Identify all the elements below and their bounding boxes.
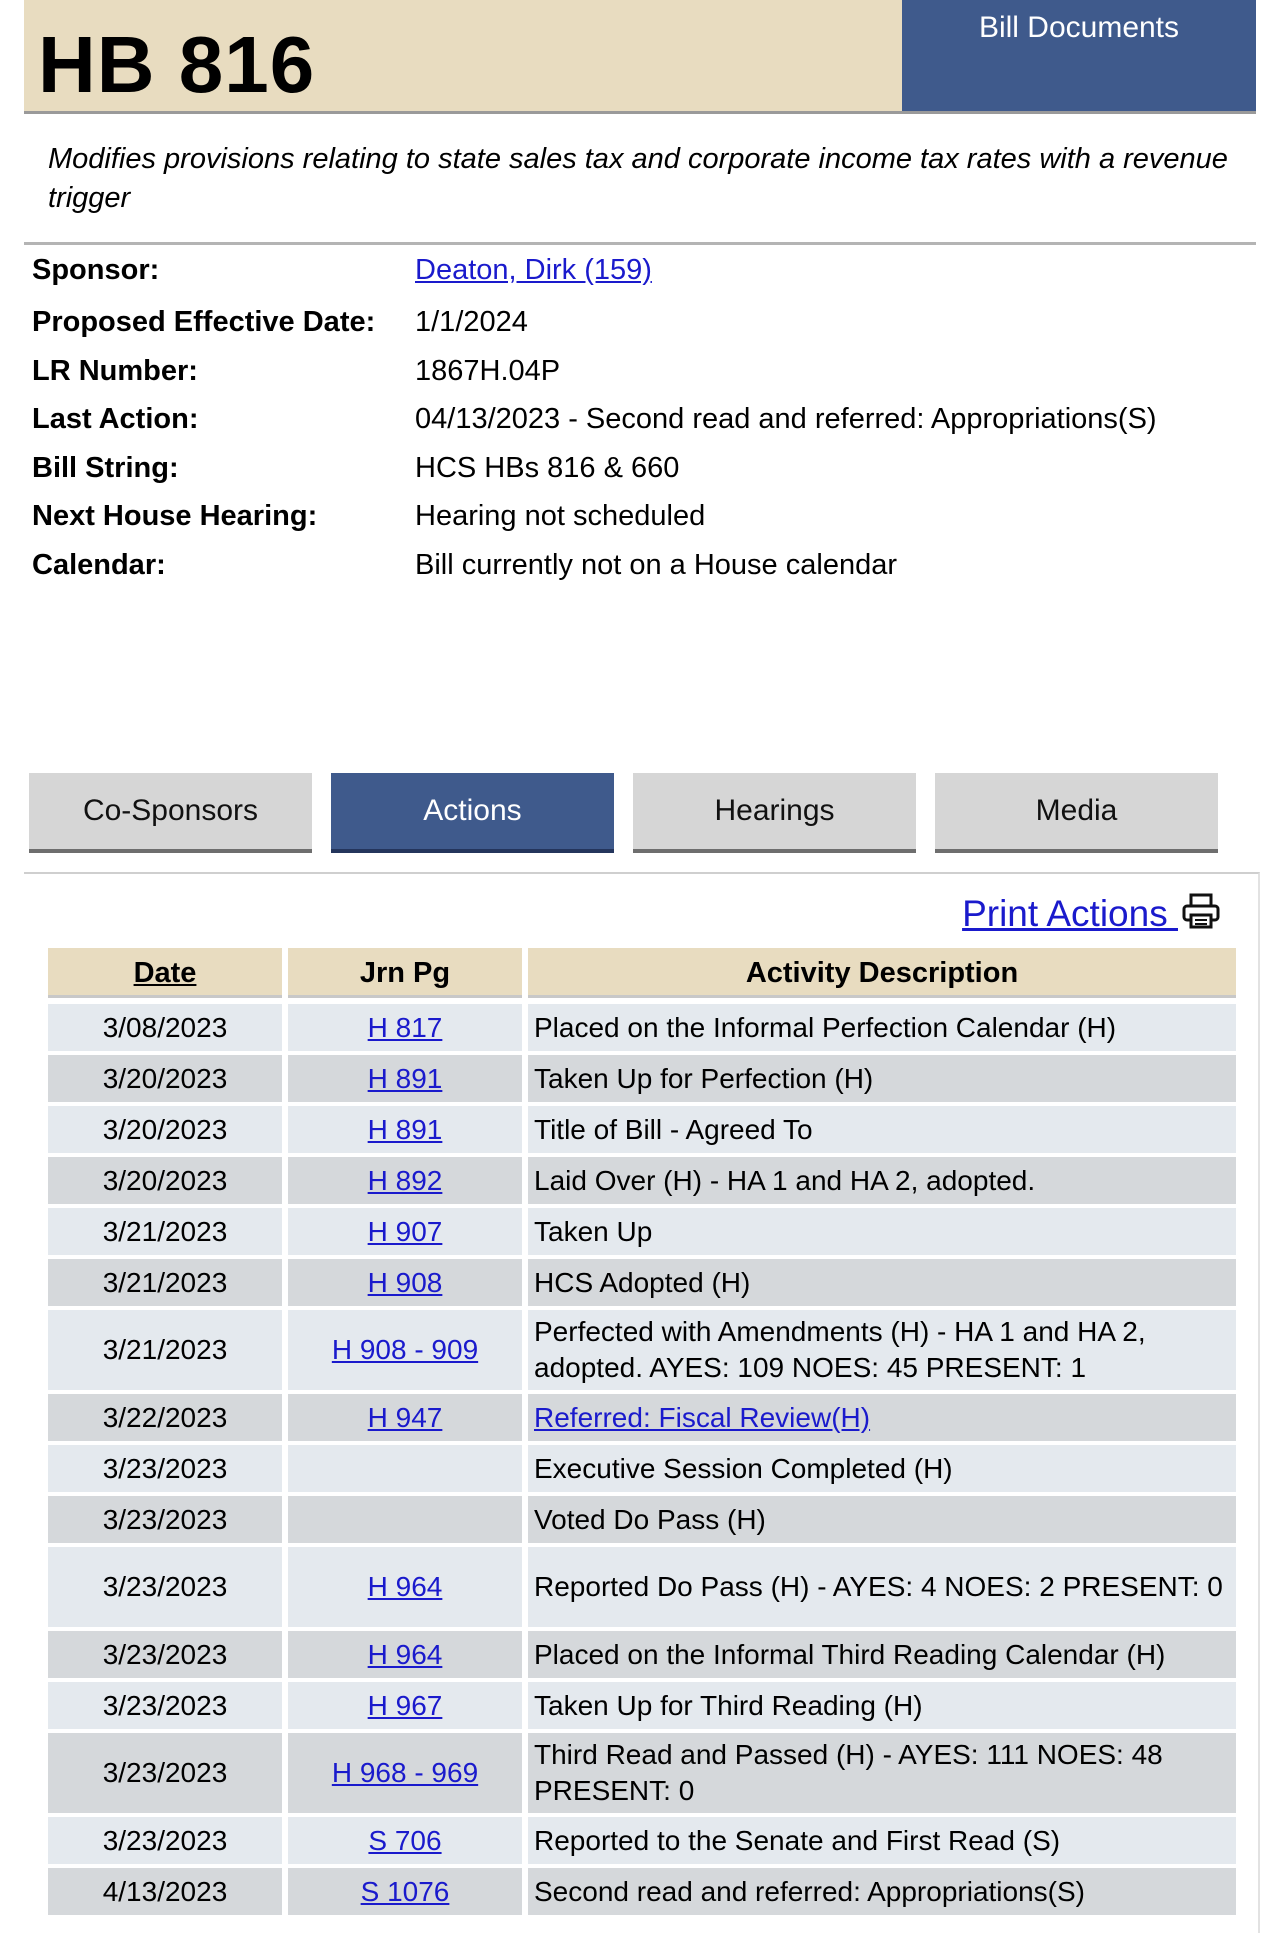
date-cell: 3/23/2023 <box>48 1631 282 1678</box>
bill-header <box>24 0 1256 114</box>
journal-page-cell <box>288 1004 522 1051</box>
table-row <box>48 1310 1258 1394</box>
effective-date-label: Proposed Effective Date: <box>32 306 376 338</box>
date-cell: 3/23/2023 <box>48 1547 282 1627</box>
journal-page-link[interactable]: H 907 <box>367 1215 443 1247</box>
journal-page-cell <box>288 1682 522 1729</box>
activity-description-text: Placed on the Informal Third Reading Calendar (H) <box>534 1638 1166 1670</box>
last-action-label: Last Action: <box>32 403 199 435</box>
next-hearing-value: Hearing not scheduled <box>415 500 706 532</box>
activity-description-cell <box>528 1868 1236 1915</box>
activity-description-cell <box>528 1496 1236 1543</box>
tab-media[interactable]: Media <box>935 773 1218 853</box>
sponsor-label: Sponsor: <box>32 254 160 286</box>
bill-summary: Modifies provisions relating to state sales tax and corporate income tax rates with a revenue trigger <box>48 143 1228 214</box>
table-row <box>48 1682 1258 1733</box>
activity-description-cell <box>528 1733 1236 1813</box>
activity-description-cell <box>528 1208 1236 1255</box>
date-cell: 3/21/2023 <box>48 1208 282 1255</box>
next-hearing-label: Next House Hearing: <box>32 500 318 532</box>
bill-string-label: Bill String: <box>32 452 179 484</box>
journal-page-link[interactable]: H 908 <box>367 1266 443 1298</box>
journal-page-cell <box>288 1817 522 1864</box>
date-cell: 3/22/2023 <box>48 1394 282 1441</box>
journal-page-link[interactable]: H 947 <box>367 1401 443 1433</box>
table-row <box>48 1208 1258 1259</box>
tab-bar <box>29 773 1219 853</box>
date-cell: 3/20/2023 <box>48 1157 282 1204</box>
tab-actions[interactable]: Actions <box>331 773 614 853</box>
journal-page-link[interactable]: H 964 <box>367 1638 443 1670</box>
activity-description-text: Taken Up for Third Reading (H) <box>534 1689 923 1721</box>
table-row <box>48 1631 1258 1682</box>
table-row <box>48 1733 1258 1817</box>
activity-description-text: Taken Up for Perfection (H) <box>534 1062 874 1094</box>
printer-icon[interactable] <box>1182 893 1220 939</box>
table-row <box>48 1394 1258 1445</box>
table-row <box>48 1004 1258 1055</box>
calendar-value: Bill currently not on a House calendar <box>415 549 897 581</box>
table-row <box>48 1817 1258 1868</box>
effective-date-value: 1/1/2024 <box>415 306 528 338</box>
journal-page-link[interactable]: H 964 <box>367 1571 443 1602</box>
table-row <box>48 1547 1258 1631</box>
activity-description-cell <box>528 1445 1236 1492</box>
table-row <box>48 1259 1258 1310</box>
table-row <box>48 1868 1258 1919</box>
activity-description-text: Laid Over (H) - HA 1 and HA 2, adopted. <box>534 1164 1036 1196</box>
activity-description-cell <box>528 1106 1236 1153</box>
date-cell: 3/23/2023 <box>48 1733 282 1813</box>
date-cell: 3/20/2023 <box>48 1055 282 1102</box>
tab-hearings[interactable]: Hearings <box>633 773 916 853</box>
activity-description-cell <box>528 1157 1236 1204</box>
table-row <box>48 1496 1258 1547</box>
bill-documents-button[interactable]: Bill Documents <box>902 0 1256 111</box>
activity-description-text: Title of Bill - Agreed To <box>534 1113 813 1145</box>
activity-description-cell <box>528 1310 1236 1390</box>
table-row <box>48 1106 1258 1157</box>
activity-description-text: Second read and referred: Appropriations(S) <box>534 1875 1085 1907</box>
journal-page-cell <box>288 1259 522 1306</box>
date-cell: 4/13/2023 <box>48 1868 282 1915</box>
activity-description-link[interactable]: Referred: Fiscal Review(H) <box>534 1401 871 1433</box>
divider <box>24 242 1256 245</box>
journal-page-link[interactable]: H 968 - 969 <box>331 1757 479 1788</box>
tab-co-sponsors[interactable]: Co-Sponsors <box>29 773 312 853</box>
activity-description-cell <box>528 1055 1236 1102</box>
journal-page-link[interactable]: H 891 <box>367 1062 443 1094</box>
date-cell: 3/08/2023 <box>48 1004 282 1051</box>
date-cell: 3/23/2023 <box>48 1682 282 1729</box>
activity-description-cell <box>528 1631 1236 1678</box>
header-jrn-pg: Jrn Pg <box>288 948 522 998</box>
journal-page-link[interactable]: H 891 <box>367 1113 443 1145</box>
activity-description-cell <box>528 1259 1236 1306</box>
activity-description-cell <box>528 1004 1236 1051</box>
journal-page-cell <box>288 1547 522 1627</box>
journal-page-cell <box>288 1868 522 1915</box>
print-actions-link[interactable]: Print Actions <box>962 893 1178 934</box>
activity-description-cell <box>528 1394 1236 1441</box>
calendar-label: Calendar: <box>32 549 166 581</box>
table-row <box>48 1055 1258 1106</box>
sponsor-link[interactable]: Deaton, Dirk (159) <box>415 254 652 286</box>
date-cell: 3/21/2023 <box>48 1310 282 1390</box>
bill-number: HB 816 <box>38 20 316 109</box>
activity-description-text: Reported to the Senate and First Read (S) <box>534 1824 1061 1856</box>
print-actions[interactable] <box>962 892 1220 939</box>
journal-page-cell <box>288 1631 522 1678</box>
date-cell: 3/21/2023 <box>48 1259 282 1306</box>
date-cell: 3/23/2023 <box>48 1496 282 1543</box>
date-cell: 3/23/2023 <box>48 1817 282 1864</box>
activity-description-text: Reported Do Pass (H) - AYES: 4 NOES: 2 PRESENT: 0 <box>534 1571 1223 1602</box>
journal-page-cell <box>288 1208 522 1255</box>
journal-page-link[interactable]: H 967 <box>367 1689 443 1721</box>
journal-page-link[interactable]: H 892 <box>367 1164 443 1196</box>
journal-page-cell <box>288 1310 522 1390</box>
journal-page-cell <box>288 1496 522 1543</box>
activity-description-cell <box>528 1817 1236 1864</box>
date-cell: 3/23/2023 <box>48 1445 282 1492</box>
activity-description-text: Executive Session Completed (H) <box>534 1452 953 1484</box>
activity-description-text: Perfected with Amendments (H) - HA 1 and HA 2, adopted. AYES: 109 NOES: 45 PRESENT: 1 <box>534 1316 1146 1383</box>
actions-panel <box>24 872 1260 1933</box>
last-action-value: 04/13/2023 - Second read and referred: Appropriations(S) <box>415 403 1157 435</box>
bill-string-value: HCS HBs 816 & 660 <box>415 452 680 484</box>
activity-description-text: Voted Do Pass (H) <box>534 1503 766 1535</box>
header-date[interactable]: Date <box>48 948 282 998</box>
header-activity-description: Activity Description <box>528 948 1236 998</box>
lr-number-value: 1867H.04P <box>415 355 561 387</box>
journal-page-cell <box>288 1394 522 1441</box>
date-cell: 3/20/2023 <box>48 1106 282 1153</box>
activity-description-cell <box>528 1682 1236 1729</box>
activity-description-text: Taken Up <box>534 1215 653 1247</box>
journal-page-cell <box>288 1157 522 1204</box>
journal-page-link[interactable]: S 1076 <box>360 1875 450 1907</box>
activity-description-text: Third Read and Passed (H) - AYES: 111 NOES: 48 PRESENT: 0 <box>534 1739 1163 1806</box>
journal-page-link[interactable]: S 706 <box>368 1824 442 1856</box>
journal-page-link[interactable]: H 908 - 909 <box>331 1334 479 1365</box>
journal-page-cell <box>288 1445 522 1492</box>
table-row <box>48 1445 1258 1496</box>
activity-description-text: Placed on the Informal Perfection Calendar (H) <box>534 1011 1117 1043</box>
activity-description-cell <box>528 1547 1236 1627</box>
lr-number-label: LR Number: <box>32 355 198 387</box>
journal-page-link[interactable]: H 817 <box>367 1011 443 1043</box>
journal-page-cell <box>288 1106 522 1153</box>
journal-page-cell <box>288 1055 522 1102</box>
journal-page-cell <box>288 1733 522 1813</box>
table-row <box>48 1157 1258 1208</box>
activity-description-text: HCS Adopted (H) <box>534 1266 751 1298</box>
